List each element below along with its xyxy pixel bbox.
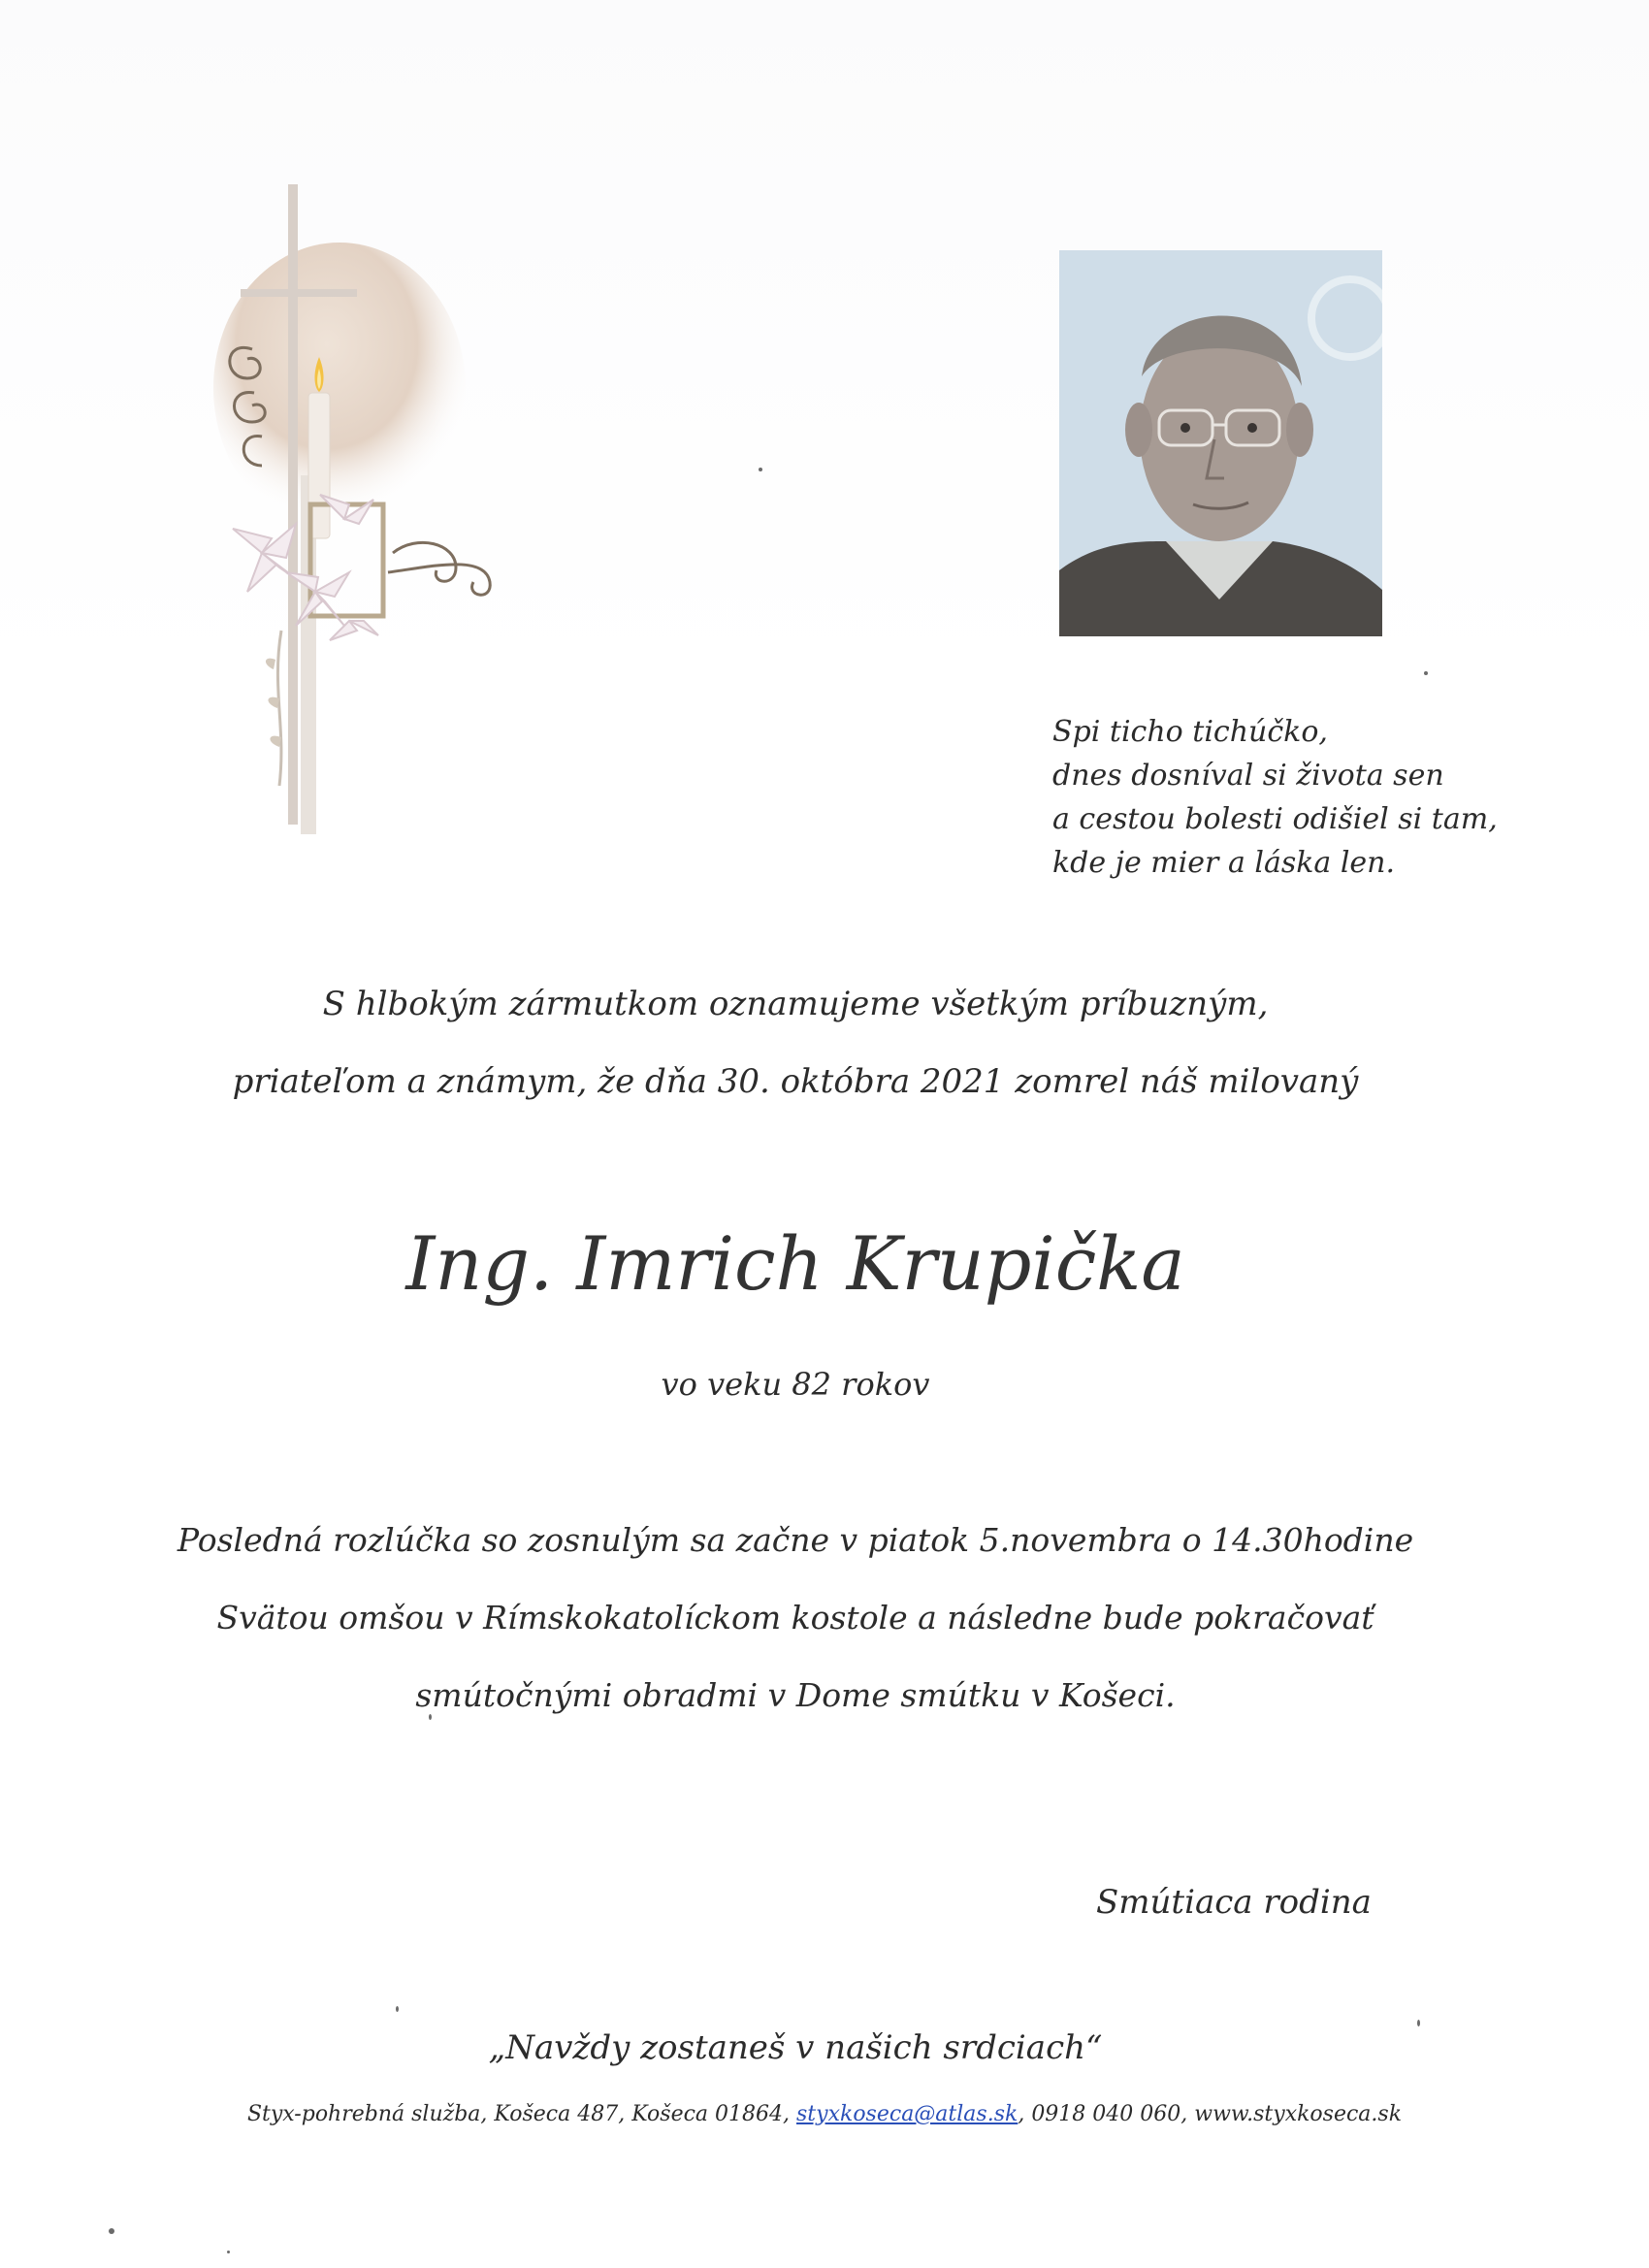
portrait-photo xyxy=(1059,250,1382,636)
scan-speck xyxy=(429,1714,432,1720)
scan-speck xyxy=(227,2251,230,2253)
cross-candle-lily-icon xyxy=(194,184,524,844)
scan-speck xyxy=(396,2006,399,2012)
footer-company: Styx-pohrebná služba, Košeca 487, Košeca 01864, xyxy=(246,2102,791,2126)
ceremony-line: Svätou omšou v Rímskokatolíckom kostole a následne bude pokračovať xyxy=(216,1599,1374,1636)
ceremony-line: Posledná rozlúčka so zosnulým sa začne v piatok 5.novembra o 14.30hodine xyxy=(177,1521,1414,1559)
scan-speck xyxy=(109,2228,114,2234)
poem-line: kde je mier a láska len. xyxy=(1052,846,1396,880)
poem-line: Spi ticho tichúčko, xyxy=(1052,715,1328,749)
poem xyxy=(1052,710,1518,885)
scan-speck xyxy=(759,468,762,471)
poem-line: a cestou bolesti odišiel si tam, xyxy=(1052,802,1498,836)
motto: „Navždy zostaneš v našich srdciach“ xyxy=(488,2028,1103,2067)
intro-line: priateľom a známym, že dňa 30. októbra 2021 zomrel náš milovaný xyxy=(232,1062,1359,1101)
scan-speck xyxy=(1417,2020,1420,2026)
ceremony-line: smútočnými obradmi v Dome smútku v Košeci. xyxy=(415,1676,1176,1714)
ceremony-details xyxy=(136,1502,1455,1734)
deceased-name: Ing. Imrich Krupička xyxy=(405,1220,1185,1307)
funeral-service-footer xyxy=(97,2095,1552,2134)
family-signature: Smútiaca rodina xyxy=(1096,1883,1372,1922)
announcement-intro xyxy=(146,965,1445,1120)
footer-contact: , 0918 040 060, www.styxkoseca.sk xyxy=(1018,2102,1403,2126)
poem-line: dnes dosníval si života sen xyxy=(1052,759,1444,793)
scan-speck xyxy=(1424,671,1428,675)
email-link[interactable]: styxkoseca@atlas.sk xyxy=(796,2102,1018,2126)
deceased-age: vo veku 82 rokov xyxy=(661,1366,930,1403)
intro-line: S hlbokým zármutkom oznamujeme všetkým príbuzným, xyxy=(322,985,1269,1023)
